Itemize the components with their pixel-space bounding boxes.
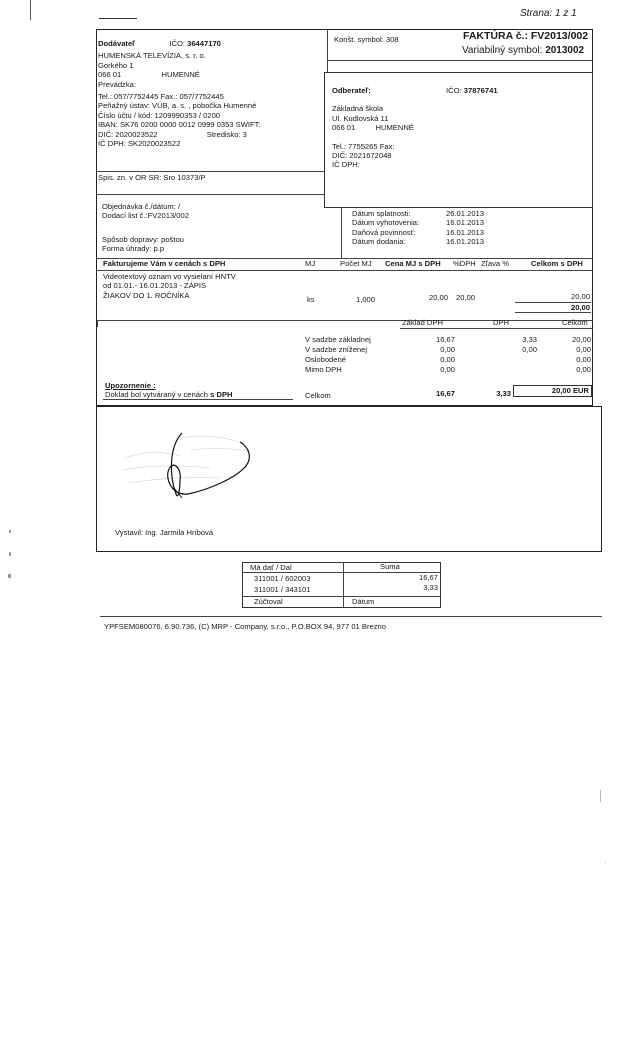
- customer-ico-label: IČO:: [446, 86, 462, 95]
- vat-row-label: V sadzbe zníženej: [305, 345, 368, 354]
- footer-text: YPFSEM080076, 6.90.736, (C) MRP - Company, s.r.o., P.O.BOX 94, 977 01 Brezno: [104, 622, 386, 631]
- divider: [97, 270, 593, 271]
- notice-heading: Upozornenie :: [105, 381, 156, 390]
- supplier-register: Spis. zn. v OR SR: Sro 10373/P: [98, 173, 206, 182]
- scan-mark: [8, 574, 11, 578]
- supplier-ico-label: IČO:: [169, 39, 185, 48]
- vat-row-base: 16,67: [435, 335, 455, 344]
- scan-mark: [99, 18, 137, 19]
- var-symbol-label: Variabilný symbol:: [462, 45, 543, 56]
- divider: [343, 562, 344, 608]
- invoice-number: FV2013/002: [530, 30, 589, 42]
- item-qty: 1,000: [355, 295, 375, 304]
- item-description: [103, 272, 236, 300]
- item-vat-pct: 20,00: [456, 293, 476, 302]
- date-value: 26.01.2013: [446, 209, 485, 218]
- supplier-heading: Dodávateľ: [98, 39, 136, 48]
- supplier-name: HUMENSKÁ TELEVÍZIA, s. r. o.: [98, 51, 206, 61]
- customer-name: Základná škola: [332, 104, 384, 114]
- supplier-tel: Tel.: 057/7752445 Fax.: 057/7752445: [98, 92, 224, 102]
- item-total: 20,00: [570, 292, 590, 301]
- vat-total-label: Celkom: [305, 391, 331, 400]
- vat-col-vat: DPH: [493, 318, 510, 327]
- divider: [327, 29, 328, 73]
- acc-row-account: 311001 / 602003: [254, 574, 311, 583]
- signature-stamp: [110, 428, 270, 508]
- vat-total-base: 16,67: [435, 389, 455, 398]
- acc-booked: Zúčtoval: [254, 597, 283, 606]
- page-number: Strana: 1 z 1: [520, 8, 577, 19]
- customer-postal: 066 01: [332, 123, 356, 133]
- acc-row-amount: 3,33: [423, 583, 438, 592]
- var-symbol-line: [462, 45, 584, 56]
- col-description: Fakturujeme Vám v cenách s DPH: [103, 259, 226, 268]
- customer-ico: 37876741: [463, 86, 498, 95]
- vat-row: [305, 355, 593, 365]
- item-price: 20,00: [428, 293, 448, 302]
- scan-mark: [30, 0, 31, 20]
- vat-total-vat: 3,33: [496, 389, 511, 398]
- vat-row-total: 0,00: [576, 365, 591, 374]
- date-value: 16.01.2013: [446, 237, 485, 247]
- supplier-city: HUMENNÉ: [161, 70, 200, 80]
- item-desc-line: od 01.01.- 16.01.2013 - ZÁPIS: [103, 281, 207, 291]
- item-desc-line: Videotextový oznam vo vysielaní HNTV: [103, 272, 236, 281]
- supplier-iban: IBAN: SK76 0200 0000 0012 0999 0353 SWIFT:: [98, 120, 261, 130]
- divider: [103, 399, 293, 400]
- vat-row: [305, 365, 593, 375]
- vat-row-label: V sadzbe základnej: [305, 335, 371, 344]
- invoice-label: FAKTÚRA č.:: [463, 30, 528, 42]
- divider: [97, 194, 325, 195]
- vat-row-vat: 3,33: [522, 335, 537, 344]
- col-price: Cena MJ s DPH: [385, 259, 441, 268]
- divider: [515, 312, 591, 313]
- date-value: 16.01.2013: [446, 227, 485, 237]
- item-unit: ks: [307, 295, 315, 304]
- customer-city: HUMENNÉ: [375, 123, 414, 133]
- vat-row-total: 0,00: [576, 355, 591, 364]
- scan-mark: [9, 530, 11, 533]
- supplier-stredisko: Stredisko: 3: [206, 129, 247, 139]
- date-value: 16.01.2013: [446, 218, 485, 228]
- divider: [341, 208, 342, 258]
- issued-by: Vystavil: Ing. Jarmila Hríbová: [115, 528, 214, 537]
- supplier-ico: 36447170: [187, 39, 221, 48]
- supplier-ic-dph: IČ DPH: SK2020023522: [98, 139, 181, 149]
- scan-mark: [600, 790, 601, 802]
- acc-row-account: 311001 / 343101: [254, 585, 311, 594]
- customer-street: Ul. Kudlovská 11: [332, 113, 389, 123]
- dates-block: [352, 209, 484, 247]
- var-symbol: 2013002: [545, 45, 585, 56]
- date-label: Dátum dodania:: [352, 237, 406, 247]
- scan-mark: [605, 862, 606, 863]
- vat-row-total: 20,00: [571, 335, 591, 344]
- supplier-block: [98, 39, 326, 148]
- date-label: Daňová povinnosť:: [352, 227, 416, 237]
- col-vat-pct: %DPH: [453, 259, 476, 268]
- supplier-postal: 066 01: [98, 70, 122, 80]
- divider: [327, 60, 593, 61]
- invoice-number-line: [463, 30, 588, 42]
- customer-block: [332, 86, 587, 170]
- acc-col1: Má dať / Dal: [250, 563, 292, 572]
- vat-rows: [305, 335, 593, 375]
- konst-symbol: Konšt. symbol: 308: [334, 35, 399, 44]
- payment-method: Forma úhrady: p.p: [102, 244, 165, 254]
- delivery-note: Dodací list č.:FV2013/002: [102, 211, 189, 221]
- date-label: Dátum splatnosti:: [352, 209, 411, 218]
- col-total: Celkom s DPH: [531, 259, 583, 268]
- vat-row: [305, 345, 593, 355]
- divider: [100, 616, 602, 617]
- vat-row-total: 0,00: [576, 345, 591, 354]
- divider: [97, 320, 593, 321]
- vat-row: [305, 335, 593, 345]
- notice-block: [105, 381, 233, 400]
- supplier-prevadzka: Prevádzka:: [98, 79, 136, 89]
- notice-text: Doklad bol vytváraný v cenách: [105, 390, 208, 400]
- order-block: [102, 202, 189, 254]
- acc-date: Dátum: [352, 597, 375, 606]
- vat-col-base: Základ DPH: [402, 318, 443, 327]
- customer-dic: DIČ: 2021672048: [332, 151, 392, 161]
- customer-heading: Odberateľ:: [332, 86, 371, 95]
- customer-ic-dph: IČ DPH:: [332, 160, 360, 170]
- acc-col2: Suma: [380, 562, 400, 571]
- vat-row-label: Mimo DPH: [305, 365, 342, 374]
- vat-col-total: Celkom: [562, 318, 588, 327]
- supplier-bank: Peňažný ústav: VÚB, a. s. , pobočka Humenné: [98, 101, 257, 111]
- acc-row-amount: 16,67: [418, 573, 438, 582]
- supplier-street: Gorkého 1: [98, 60, 134, 70]
- col-qty: Počet MJ: [340, 259, 372, 268]
- vat-row-label: Oslobodené: [305, 355, 346, 364]
- divider: [97, 320, 98, 327]
- item-desc-line: ŽIAKOV DO 1. ROČNÍKA: [103, 290, 190, 300]
- date-label: Dátum vyhotovenia:: [352, 218, 420, 228]
- vat-row-base: 0,00: [440, 355, 455, 364]
- vat-row-vat: 0,00: [522, 345, 537, 354]
- transport-method: Spôsob dopravy: poštou: [102, 234, 184, 244]
- notice-text-bold: s DPH: [210, 390, 233, 400]
- col-discount: Zľava %: [481, 259, 509, 268]
- customer-tel: Tel.: 7755265 Fax:: [332, 141, 395, 151]
- scan-mark: [9, 552, 11, 556]
- items-header: [97, 259, 593, 269]
- items-subtotal: 20,00: [570, 303, 590, 312]
- divider: [97, 171, 327, 172]
- vat-row-base: 0,00: [440, 345, 455, 354]
- vat-row-base: 0,00: [440, 365, 455, 374]
- divider: [400, 328, 593, 329]
- supplier-dic: DIČ: 2020023522: [98, 129, 158, 139]
- supplier-account: Číslo účtu / kód: 1209990353 / 0200: [98, 110, 221, 120]
- order-line: Objednávka č./dátum: /: [102, 202, 181, 211]
- col-unit: MJ: [305, 259, 316, 268]
- grand-total: 20,00 EUR: [551, 386, 589, 395]
